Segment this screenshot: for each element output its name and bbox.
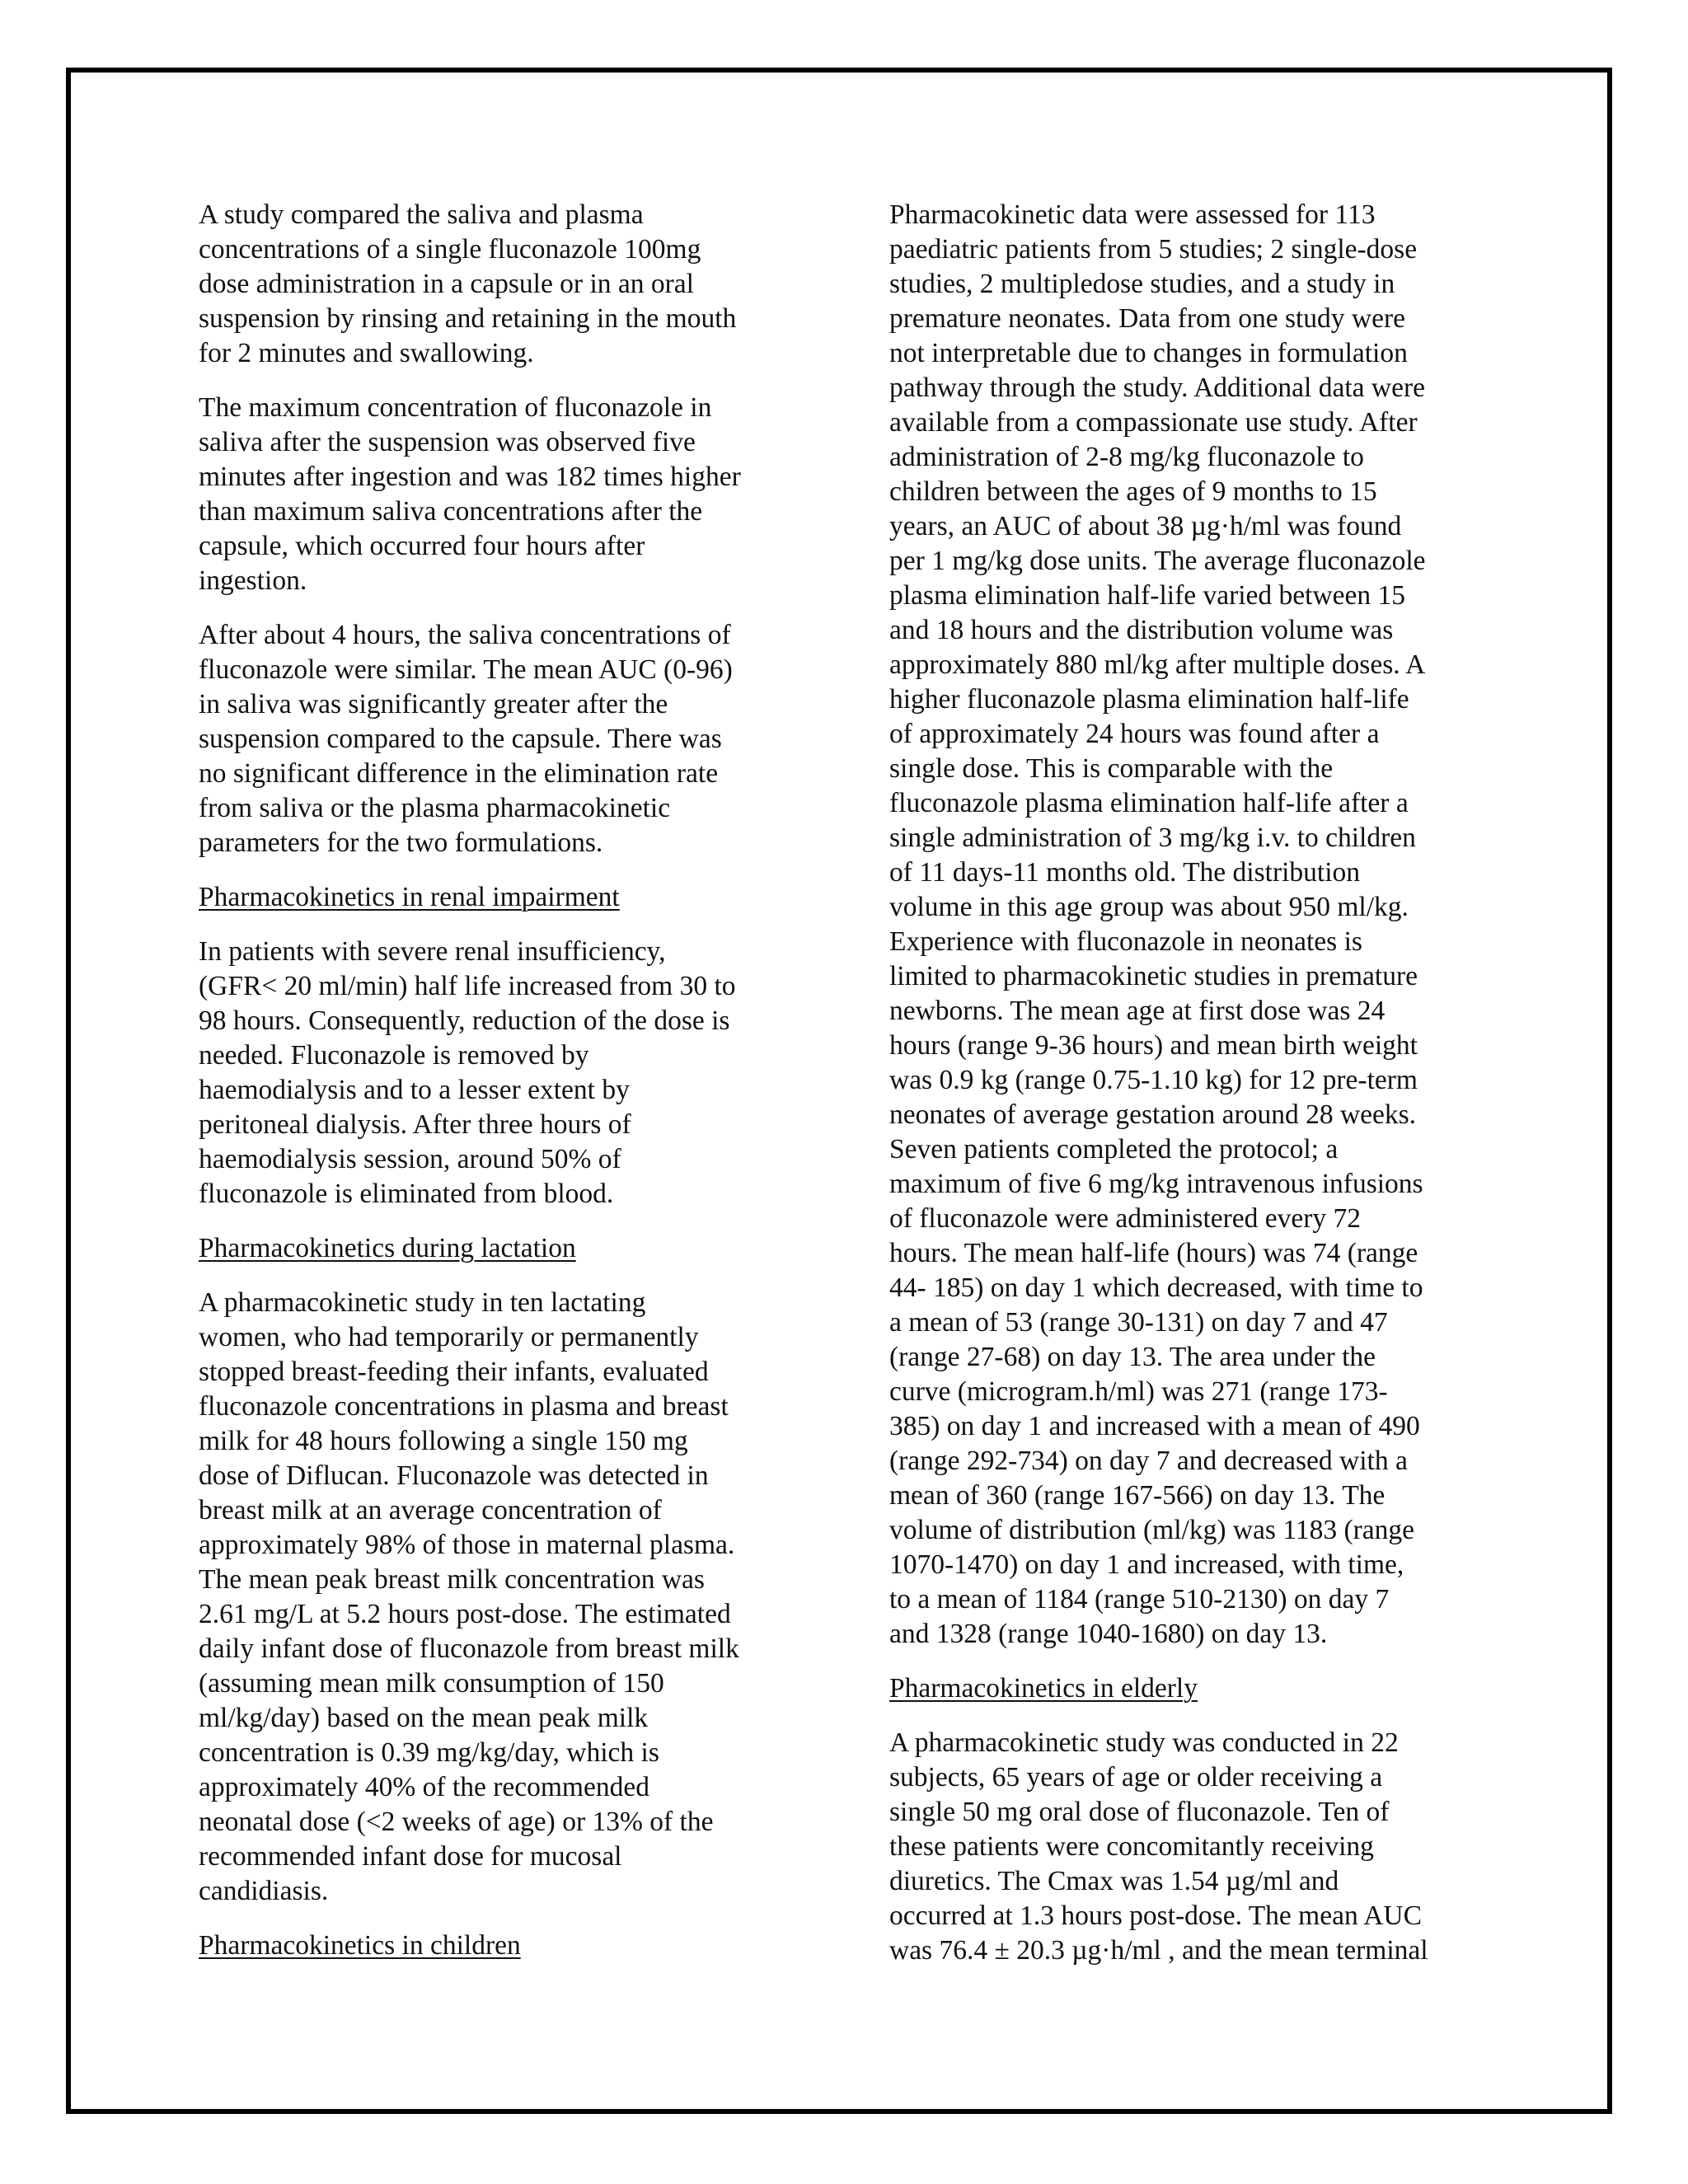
text-line: and 1328 (range 1040-1680) on day 13. — [889, 1619, 1328, 1649]
text-line: 1070-1470) on day 1 and increased, with time, — [889, 1549, 1404, 1580]
text-line: 2.61 mg/L at 5.2 hours post-dose. The estimated — [199, 1599, 731, 1629]
text-line: approximately 880 ml/kg after multiple doses. A — [889, 649, 1426, 680]
text-line: premature neonates. Data from one study were — [889, 303, 1406, 334]
text-line: minutes after ingestion and was 182 times higher — [199, 462, 741, 492]
text-line: saliva after the suspension was observed five — [199, 427, 696, 457]
text-line: of fluconazole were administered every 72 — [889, 1203, 1362, 1234]
paragraph-renal-impairment — [199, 935, 800, 1212]
text-line: no significant difference in the elimination rate — [199, 758, 719, 789]
text-line: women, who had temporarily or permanently — [199, 1322, 699, 1352]
text-line: children between the ages of 9 months to 15 — [889, 476, 1377, 507]
heading-lactation — [199, 1231, 800, 1266]
text-line: In patients with severe renal insufficiency, — [199, 936, 666, 967]
paragraph-lactation — [199, 1286, 800, 1909]
text-line: dose administration in a capsule or in an oral — [199, 269, 694, 299]
text-line: approximately 40% of the recommended — [199, 1772, 649, 1802]
right-column — [889, 198, 1491, 1988]
text-line: 385) on day 1 and increased with a mean of 490 — [889, 1411, 1420, 1441]
text-line: available from a compassionate use study. After — [889, 407, 1418, 438]
text-line: After about 4 hours, the saliva concentrations of — [199, 620, 731, 650]
text-line: neonates of average gestation around 28 weeks. — [889, 1099, 1417, 1130]
text-line: fluconazole plasma elimination half-life after a — [889, 788, 1409, 818]
text-line: higher fluconazole plasma elimination half-life — [889, 684, 1409, 715]
text-line: daily infant dose of fluconazole from breast milk — [199, 1633, 739, 1664]
text-line: for 2 minutes and swallowing. — [199, 338, 534, 368]
text-line: pathway through the study. Additional data were — [889, 373, 1425, 403]
text-line: of 11 days-11 months old. The distribution — [889, 857, 1361, 888]
text-line: diuretics. The Cmax was 1.54 µg/ml and — [889, 1866, 1339, 1896]
text-line: hours. The mean half-life (hours) was 74 (range — [889, 1238, 1418, 1268]
text-line: 98 hours. Consequently, reduction of the dose is — [199, 1005, 730, 1036]
left-column — [199, 198, 800, 1983]
text-line: (GFR< 20 ml/min) half life increased from 30 to — [199, 971, 736, 1001]
heading-elderly — [889, 1671, 1491, 1706]
text-line: not interpretable due to changes in formulation — [889, 338, 1408, 368]
text-line: milk for 48 hours following a single 150 mg — [199, 1426, 688, 1456]
text-line: The maximum concentration of fluconazole in — [199, 392, 712, 423]
text-line: haemodialysis session, around 50% of — [199, 1144, 621, 1174]
text-line: and 18 hours and the distribution volume was — [889, 615, 1394, 645]
text-line: of approximately 24 hours was found after a — [889, 719, 1380, 749]
text-line: single administration of 3 mg/kg i.v. to children — [889, 823, 1416, 853]
heading-text: Pharmacokinetics in renal impairment — [199, 882, 620, 912]
text-line: The mean peak breast milk concentration was — [199, 1564, 705, 1595]
text-line: Experience with fluconazole in neonates is — [889, 926, 1362, 957]
text-line: recommended infant dose for mucosal — [199, 1841, 622, 1872]
text-line: than maximum saliva concentrations after the — [199, 496, 703, 527]
text-line: candidiasis. — [199, 1876, 329, 1906]
paragraph-saliva-study — [199, 198, 800, 371]
text-line: fluconazole concentrations in plasma and breast — [199, 1391, 729, 1422]
text-line: administration of 2-8 mg/kg fluconazole to — [889, 442, 1364, 472]
text-line: Seven patients completed the protocol; a — [889, 1134, 1339, 1165]
text-line: was 76.4 ± 20.3 µg·h/ml , and the mean terminal — [889, 1935, 1428, 1966]
text-line: per 1 mg/kg dose units. The average fluconazole — [889, 546, 1426, 576]
text-line: approximately 98% of those in maternal plasma. — [199, 1530, 735, 1560]
text-line: A pharmacokinetic study in ten lactating — [199, 1287, 646, 1318]
paragraph-saliva-auc — [199, 618, 800, 860]
text-line: single 50 mg oral dose of fluconazole. Ten of — [889, 1797, 1390, 1827]
text-line: from saliva or the plasma pharmacokinetic — [199, 793, 671, 823]
heading-text: Pharmacokinetics in elderly — [889, 1673, 1198, 1704]
text-line: suspension compared to the capsule. There was — [199, 724, 722, 754]
text-line: capsule, which occurred four hours after — [199, 531, 645, 561]
text-line: curve (microgram.h/ml) was 271 (range 173- — [889, 1376, 1388, 1407]
text-line: fluconazole is eliminated from blood. — [199, 1179, 614, 1209]
text-line: haemodialysis and to a lesser extent by — [199, 1075, 630, 1105]
heading-renal-impairment — [199, 880, 800, 915]
paragraph-children — [889, 198, 1491, 1652]
text-line: 44- 185) on day 1 which decreased, with time to — [889, 1272, 1423, 1303]
text-line: Pharmacokinetic data were assessed for 113 — [889, 199, 1376, 230]
text-line: limited to pharmacokinetic studies in premature — [889, 961, 1418, 991]
text-line: stopped breast-feeding their infants, evaluated — [199, 1357, 709, 1387]
text-line: was 0.9 kg (range 0.75-1.10 kg) for 12 pre-term — [889, 1065, 1418, 1095]
text-line: concentration is 0.39 mg/kg/day, which is — [199, 1737, 659, 1768]
text-line: volume of distribution (ml/kg) was 1183 (range — [889, 1515, 1415, 1545]
text-line: suspension by rinsing and retaining in the mouth — [199, 303, 737, 334]
paragraph-elderly — [889, 1726, 1491, 1968]
text-line: needed. Fluconazole is removed by — [199, 1040, 589, 1071]
text-line: neonatal dose (<2 weeks of age) or 13% of the — [199, 1807, 714, 1837]
text-line: single dose. This is comparable with the — [889, 753, 1334, 784]
heading-text: Pharmacokinetics in children — [199, 1930, 521, 1961]
text-line: to a mean of 1184 (range 510-2130) on day 7 — [889, 1584, 1390, 1615]
text-line: fluconazole were similar. The mean AUC (0-96) — [199, 654, 733, 685]
text-line: paediatric patients from 5 studies; 2 single-dose — [889, 234, 1418, 265]
text-line: dose of Diflucan. Fluconazole was detected in — [199, 1460, 709, 1491]
text-line: mean of 360 (range 167-566) on day 13. The — [889, 1480, 1386, 1511]
text-line: (assuming mean milk consumption of 150 — [199, 1668, 664, 1699]
paragraph-saliva-maximum — [199, 391, 800, 598]
text-line: years, an AUC of about 38 µg·h/ml was found — [889, 511, 1402, 541]
text-line: these patients were concomitantly receiving — [889, 1831, 1374, 1862]
heading-text: Pharmacokinetics during lactation — [199, 1233, 576, 1263]
text-line: subjects, 65 years of age or older receiving a — [889, 1762, 1383, 1793]
text-line: peritoneal dialysis. After three hours of — [199, 1109, 631, 1140]
text-line: A pharmacokinetic study was conducted in 22 — [889, 1727, 1399, 1758]
text-line: maximum of five 6 mg/kg intravenous infusions — [889, 1169, 1423, 1199]
text-line: (range 292-734) on day 7 and decreased with a — [889, 1446, 1408, 1476]
text-line: occurred at 1.3 hours post-dose. The mean AUC — [889, 1900, 1422, 1931]
text-line: concentrations of a single fluconazole 100mg — [199, 234, 701, 265]
text-line: breast milk at an average concentration of — [199, 1495, 662, 1526]
text-line: plasma elimination half-life varied between 15 — [889, 580, 1406, 611]
text-line: ingestion. — [199, 565, 307, 596]
heading-children — [199, 1929, 800, 1963]
text-line: in saliva was significantly greater after the — [199, 689, 668, 719]
text-line: ml/kg/day) based on the mean peak milk — [199, 1703, 649, 1733]
text-line: studies, 2 multipledose studies, and a study in — [889, 269, 1395, 299]
text-line: hours (range 9-36 hours) and mean birth weight — [889, 1030, 1418, 1061]
text-line: A study compared the saliva and plasma — [199, 199, 644, 230]
text-line: newborns. The mean age at first dose was 24 — [889, 996, 1386, 1026]
text-line: parameters for the two formulations. — [199, 827, 603, 858]
text-line: a mean of 53 (range 30-131) on day 7 and 47 — [889, 1307, 1388, 1338]
text-line: (range 27-68) on day 13. The area under the — [889, 1342, 1376, 1372]
text-line: volume in this age group was about 950 ml/kg. — [889, 892, 1409, 922]
